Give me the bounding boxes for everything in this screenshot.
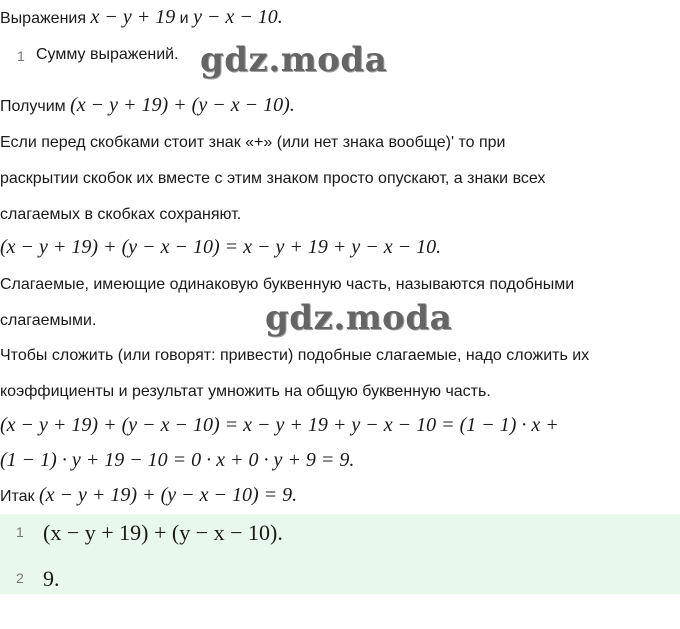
- equation-2-line-1: (x − y + 19) + (y − x − 10) = x − y + 19 + y − x − 10 = (1 − 1) · x +: [0, 414, 559, 436]
- step-number: 1: [17, 48, 25, 64]
- equation-1: (x − y + 19) + (y − x − 10) = x − y + 19 + y − x − 10.: [0, 236, 442, 258]
- answer-number-1: 1: [16, 524, 24, 540]
- rule-line-2: раскрытии скобок их вместе с этим знаком просто опускают, а знаки всех: [0, 170, 546, 187]
- intro-conj: и: [179, 10, 189, 27]
- answer-value-1: (x − y + 19) + (y − x − 10).: [43, 520, 283, 545]
- conclusion-expr: (x − y + 19) + (y − x − 10) = 9.: [39, 484, 298, 506]
- equation-2-line-2: (1 − 1) · y + 19 − 10 = 0 · x + 0 · y + 9 = 9.: [0, 449, 355, 471]
- received-text: Получим: [0, 98, 66, 115]
- rule-line-3: слагаемых в скобках сохраняют.: [0, 206, 242, 223]
- answer-item-1: [0, 520, 680, 554]
- similar-line-1: Слагаемые, имеющие одинаковую буквенную часть, называются подобными: [0, 276, 575, 293]
- watermark-logo-2: gdz.moda: [265, 298, 453, 338]
- answer-number-2: 2: [16, 570, 24, 586]
- answer-value-2: 9.: [43, 566, 60, 591]
- intro-text: Выражения: [0, 10, 87, 27]
- conclusion-line: [0, 484, 297, 507]
- answer-item-2: [0, 566, 680, 594]
- intro-expr-1: x − y + 19: [90, 6, 176, 28]
- combine-line-2: коэффициенты и результат умножить на общую буквенную часть.: [0, 383, 491, 400]
- answers-panel: [0, 514, 680, 594]
- combine-line-1: Чтобы сложить (или говорят: привести) подобные слагаемые, надо сложить их: [0, 347, 590, 364]
- step-text: Сумму выражений.: [36, 46, 179, 63]
- received-expr: (x − y + 19) + (y − x − 10).: [70, 94, 295, 116]
- intro-expr-2: y − x − 10.: [193, 6, 283, 28]
- conclusion-text: Итак: [0, 488, 35, 505]
- intro-line: [0, 6, 283, 29]
- rule-line-1: Если перед скобками стоит знак «+» (или нет знака вообще)' то при: [0, 134, 506, 151]
- received-line: [0, 94, 295, 117]
- similar-line-2: слагаемыми.: [0, 312, 97, 329]
- watermark-logo-1: gdz.moda: [200, 40, 388, 80]
